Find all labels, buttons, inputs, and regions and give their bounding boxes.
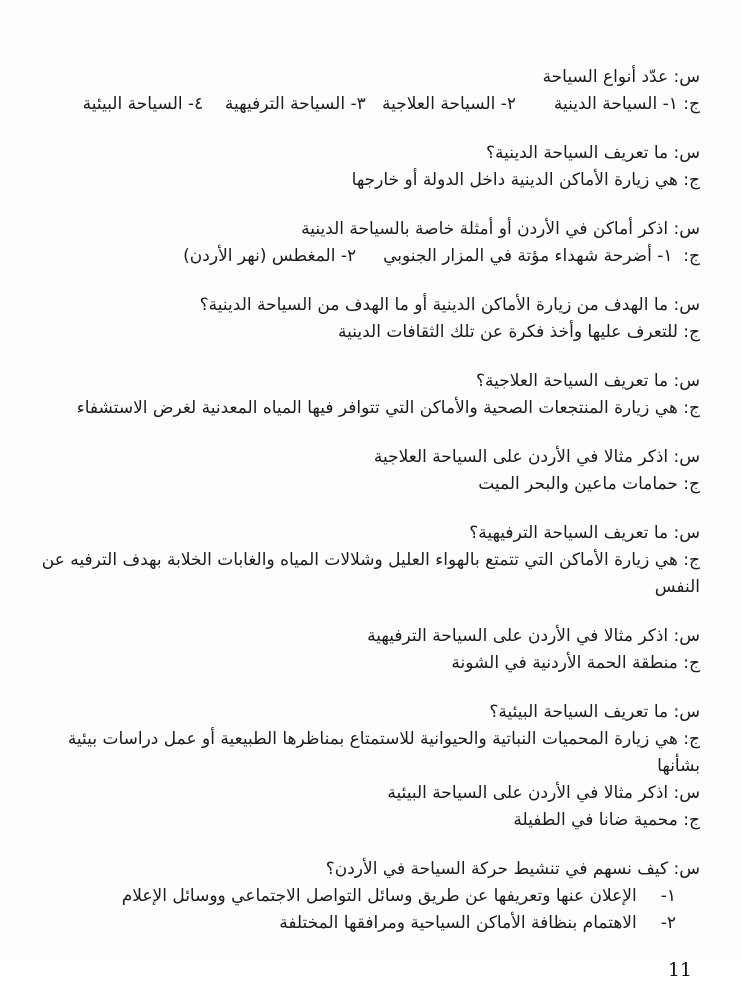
qa-block-environmental bbox=[35, 699, 700, 834]
page-number: 11 bbox=[667, 959, 692, 981]
answer-line: ج: منطقة الحمة الأردنية في الشونة bbox=[451, 653, 700, 673]
question-line: س: ما تعريف السياحة العلاجية؟ bbox=[475, 371, 700, 391]
question-line: س: ما الهدف من زيارة الأماكن الدينية أو ما الهدف من السياحة الدينية؟ bbox=[199, 295, 700, 315]
answer-line: ج: هي زيارة الأماكن التي تتمتع بالهواء العليل وشلالات المياه والغابات الخلابة بهدف الترفيه عن النفس bbox=[36, 550, 700, 597]
question-line: س: عدّد أنواع السياحة bbox=[542, 67, 700, 87]
list-item-text: الإعلان عنها وتعريفها عن طريق وسائل التواصل الاجتماعي ووسائل الإعلام bbox=[121, 886, 637, 906]
question-line: س: ما تعريف السياحة الدينية؟ bbox=[486, 143, 700, 163]
qa-block-medical-example bbox=[35, 444, 700, 498]
answer-line: ج: هي زيارة الأماكن الدينية داخل الدولة أو خارجها bbox=[351, 170, 700, 190]
qa-block-promote-tourism bbox=[35, 856, 700, 937]
list-item-number: ١- bbox=[660, 886, 676, 906]
answer-line: ج: ١- أضرحة شهداء مؤتة في المزار الجنوبي ٢- المغطس (نهر الأردن) bbox=[183, 246, 700, 266]
list-item-number: ٢- bbox=[660, 913, 676, 933]
answer-line: ج: للتعرف عليها وأخذ فكرة عن تلك الثقافات الدينية bbox=[338, 322, 700, 342]
question-line: س: اذكر أماكن في الأردن أو أمثلة خاصة بالسياحة الدينية bbox=[301, 219, 700, 239]
qa-block-medical-definition bbox=[35, 368, 700, 422]
answer-line: ج: هي زيارة المحميات النباتية والحيوانية للاستمتاع بمناظرها الطبيعية أو عمل دراسات بيئية بشأنها bbox=[62, 729, 700, 776]
list-item-text: الاهتمام بنظافة الأماكن السياحية ومرافقها المختلفة bbox=[279, 913, 637, 933]
list-item bbox=[35, 883, 700, 910]
question-line: س: كيف نسهم في تنشيط حركة السياحة في الأردن؟ bbox=[325, 859, 700, 879]
qa-block-recreational-definition bbox=[35, 520, 700, 601]
question-line: س: اذكر مثالا في الأردن على السياحة العلاجية bbox=[373, 447, 700, 467]
qa-block-religious-examples bbox=[35, 216, 700, 270]
answer-line: ج: هي زيارة المنتجعات الصحية والأماكن التي تتوافر فيها المياه المعدنية لغرض الاستشفاء bbox=[76, 398, 700, 418]
question-line: س: ما تعريف السياحة الترفيهية؟ bbox=[469, 523, 700, 543]
answer-line: ج: ١- السياحة الدينية ٢- السياحة العلاجية ٣- السياحة الترفيهية ٤- السياحة البيئية bbox=[82, 94, 700, 114]
question-line: س: اذكر مثالا في الأردن على السياحة الترفيهية bbox=[367, 626, 700, 646]
list-item bbox=[35, 910, 700, 937]
question-line: س: اذكر مثالا في الأردن على السياحة البيئية bbox=[387, 783, 700, 803]
question-line: س: ما تعريف السياحة البيئية؟ bbox=[489, 702, 700, 722]
qa-block-tourism-types bbox=[35, 64, 700, 118]
answer-line: ج: حمامات ماعين والبحر الميت bbox=[478, 474, 700, 494]
qa-block-religious-definition bbox=[35, 140, 700, 194]
qa-block-religious-goal bbox=[35, 292, 700, 346]
qa-block-recreational-example bbox=[35, 623, 700, 677]
answer-line: ج: محمية ضانا في الطفيلة bbox=[513, 810, 700, 830]
